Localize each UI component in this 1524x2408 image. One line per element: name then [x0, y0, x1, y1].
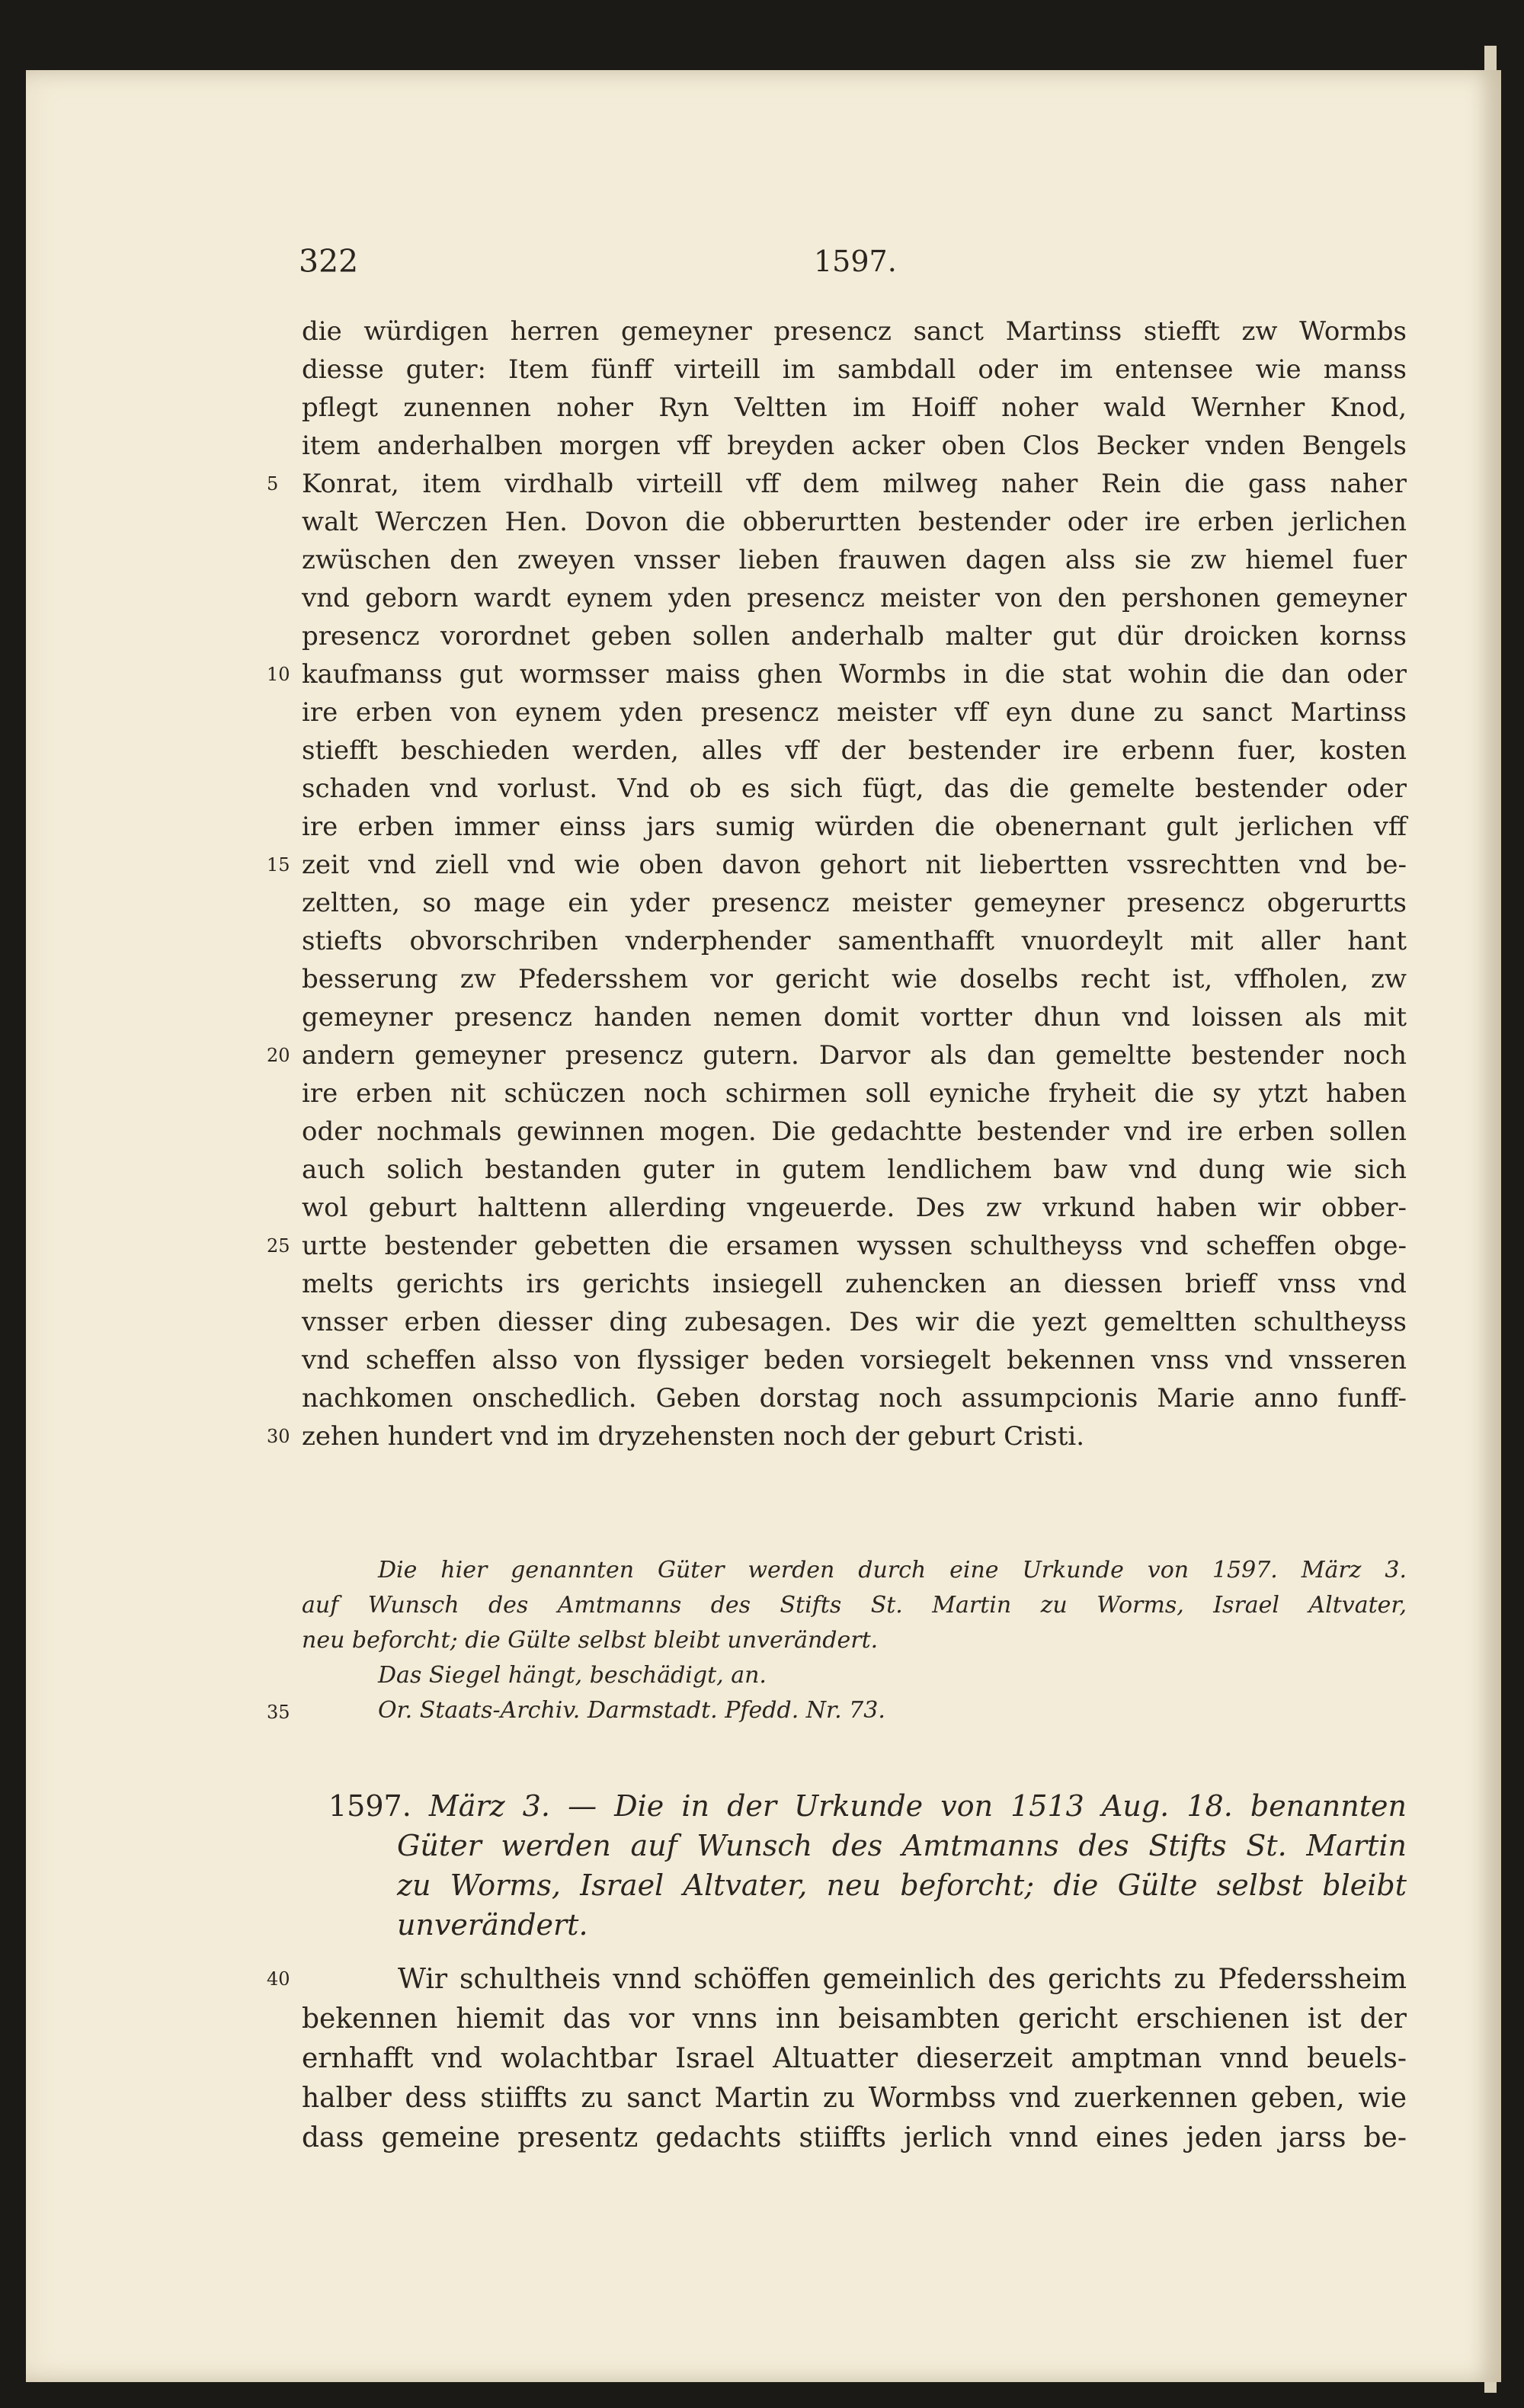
line-text: zeltten, so mage ein yder presencz meister gemeyner presencz obgerurtts: [302, 888, 1407, 918]
page-header: [26, 242, 1501, 280]
text-line: [302, 732, 1407, 770]
entry-heading-text: März 3. — Die in der Urkunde von 1513 Aug. 18. benannten: [428, 1789, 1407, 1823]
line-number: 10: [267, 664, 290, 685]
text-line: [302, 351, 1407, 389]
note-line: [267, 1693, 1407, 1728]
text-line: [267, 1417, 1407, 1455]
note-text: Die hier genannten Güter werden durch eine Urkunde von 1597. März 3.: [378, 1557, 1407, 1583]
text-line: [302, 1074, 1407, 1113]
text-line: [302, 2079, 1407, 2118]
text-line: [302, 2039, 1407, 2079]
text-line: [302, 808, 1407, 846]
note-line: [302, 1588, 1407, 1623]
line-text: oder nochmals gewinnen mogen. Die gedachtte bestender vnd ire erben sollen: [302, 1116, 1407, 1147]
line-text: stiefts obvorschriben vnderphender samenthafft vnuordeylt mit aller hant: [302, 926, 1407, 956]
text-line: [267, 1227, 1407, 1265]
entry-date: 1597.: [328, 1789, 411, 1823]
running-head: 1597.: [814, 245, 897, 278]
line-text: schaden vnd vorlust. Vnd ob es sich fügt, das die gemelte bestender oder: [302, 773, 1407, 804]
line-number: 25: [267, 1235, 290, 1257]
note-text: auf Wunsch des Amtmanns des Stifts St. Martin zu Worms, Israel Altvater,: [302, 1592, 1407, 1619]
entry-heading-line: [302, 1865, 1407, 1905]
text-line: [267, 1036, 1407, 1074]
text-line: [302, 2000, 1407, 2039]
text-line: [302, 922, 1407, 960]
line-text: vnd geborn wardt eynem yden presencz meister von den pershonen gemeyner: [302, 583, 1407, 613]
line-number: 5: [267, 473, 279, 495]
line-text: vnd scheffen alsso von flyssiger beden vorsiegelt bekennen vnss vnd vnsseren: [302, 1345, 1407, 1375]
note-text: neu beforcht; die Gülte selbst bleibt unverändert.: [302, 1627, 879, 1654]
text-line: [302, 503, 1407, 541]
line-text: gemeyner presencz handen nemen domit vortter dhun vnd loissen als mit: [302, 1002, 1407, 1033]
line-text: melts gerichts irs gerichts insiegell zuhencken an diessen brieff vnss vnd: [302, 1269, 1407, 1299]
line-text: zehen hundert vnd im dryzehensten noch der geburt Cristi.: [302, 1421, 1085, 1452]
line-text: Wir schultheis vnnd schöffen gemeinlich des gerichts zu Pfederssheim: [398, 1964, 1407, 1995]
text-line: [302, 541, 1407, 579]
text-line: [302, 1341, 1407, 1379]
book-page: [26, 70, 1501, 2382]
note-line: [302, 1623, 1407, 1658]
entry-heading-line: [302, 1905, 1407, 1945]
note-text: Or. Staats-Archiv. Darmstadt. Pfedd. Nr. 73.: [378, 1697, 885, 1724]
line-text: dass gemeine presentz gedachts stiiffts jerlich vnnd eines jeden jarss be-: [302, 2122, 1407, 2153]
line-text: bekennen hiemit das vor vnns inn beisambten gericht erschienen ist der: [302, 2003, 1407, 2035]
line-number: 40: [267, 1968, 290, 1990]
line-text: zeit vnd ziell vnd wie oben davon gehort nit liebertten vssrechtten vnd be-: [302, 850, 1407, 880]
text-line: [302, 1265, 1407, 1303]
line-text: halber dess stiiffts zu sanct Martin zu Wormbss vnd zuerkennen geben, wie: [302, 2083, 1407, 2114]
line-number: 30: [267, 1426, 290, 1447]
editorial-note: [267, 1553, 1407, 1728]
note-line: [302, 1658, 1407, 1693]
page-text: [26, 70, 1501, 2382]
entry-heading-line: [302, 1826, 1407, 1865]
line-number: 20: [267, 1045, 290, 1066]
text-line: [302, 884, 1407, 922]
line-text: ernhafft vnd wolachtbar Israel Altuatter dieserzeit amptman vnnd beuels-: [302, 2043, 1407, 2074]
line-text: auch solich bestanden guter in gutem lendlichem baw vnd dung wie sich: [302, 1154, 1407, 1185]
line-text: presencz vorordnet geben sollen anderhalb malter gut dür droicken kornss: [302, 621, 1407, 652]
entry-heading-line: [302, 1786, 1407, 1826]
note-line: [302, 1553, 1407, 1588]
text-line: [302, 1113, 1407, 1151]
text-line: [302, 1303, 1407, 1341]
line-text: die würdigen herren gemeyner presencz sanct Martinss stiefft zw Wormbs: [302, 316, 1407, 347]
text-line: [302, 427, 1407, 465]
entry-heading-text: Güter werden auf Wunsch des Amtmanns des Stifts St. Martin: [397, 1829, 1407, 1862]
line-number: 15: [267, 854, 290, 876]
entry-heading-text: unverändert.: [397, 1908, 588, 1942]
entry-heading-text: zu Worms, Israel Altvater, neu beforcht; die Gülte selbst bleibt: [397, 1868, 1407, 1902]
text-line: [302, 770, 1407, 808]
line-text: stiefft beschieden werden, alles vff der bestender ire erbenn fuer, kosten: [302, 735, 1407, 766]
line-text: diesse guter: Item fünff virteill im sambdall oder im entensee wie manss: [302, 354, 1407, 385]
text-line: [267, 1960, 1407, 2000]
line-text: wol geburt halttenn allerding vngeuerde. Des zw vrkund haben wir obber-: [302, 1193, 1407, 1223]
entry-body: [267, 1960, 1407, 2158]
entry-heading: [302, 1786, 1407, 1945]
text-line: [302, 998, 1407, 1036]
text-line: [302, 312, 1407, 351]
line-text: andern gemeyner presencz gutern. Darvor als dan gemeltte bestender noch: [302, 1040, 1407, 1071]
line-text: ire erben immer einss jars sumig würden die obenernant gult jerlichen vff: [302, 812, 1407, 842]
line-text: pflegt zunennen noher Ryn Veltten im Hoiff noher wald Wernher Knod,: [302, 392, 1407, 423]
text-line: [302, 617, 1407, 655]
text-line: [302, 1151, 1407, 1189]
text-line: [302, 1379, 1407, 1417]
page-number: 322: [299, 243, 359, 280]
text-line: [267, 655, 1407, 693]
line-text: ire erben von eynem yden presencz meister vff eyn dune zu sanct Martinss: [302, 697, 1407, 728]
line-text: item anderhalben morgen vff breyden acker oben Clos Becker vnden Bengels: [302, 431, 1407, 461]
text-line: [302, 389, 1407, 427]
line-text: Konrat, item virdhalb virteill vff dem milweg naher Rein die gass naher: [302, 469, 1407, 499]
line-text: nachkomen onschedlich. Geben dorstag noch assumpcionis Marie anno funff-: [302, 1383, 1407, 1414]
main-text: [267, 312, 1407, 1455]
line-text: vnsser erben diesser ding zubesagen. Des wir die yezt gemeltten schultheyss: [302, 1307, 1407, 1337]
line-text: besserung zw Pfedersshem vor gericht wie doselbs recht ist, vffholen, zw: [302, 964, 1407, 994]
text-line: [267, 846, 1407, 884]
text-line: [302, 1189, 1407, 1227]
text-line: [302, 579, 1407, 617]
line-text: kaufmanss gut wormsser maiss ghen Wormbs in die stat wohin die dan oder: [302, 659, 1407, 690]
line-text: ire erben nit schüczen noch schirmen soll eyniche fryheit die sy ytzt haben: [302, 1078, 1407, 1109]
text-line: [302, 2118, 1407, 2158]
text-line: [302, 960, 1407, 998]
text-line: [267, 465, 1407, 503]
line-number: 35: [267, 1702, 290, 1723]
line-text: urtte bestender gebetten die ersamen wyssen schultheyss vnd scheffen obge-: [302, 1231, 1407, 1261]
line-text: zwüschen den zweyen vnsser lieben frauwen dagen alss sie zw hiemel fuer: [302, 545, 1407, 575]
line-text: walt Werczen Hen. Dovon die obberurtten bestender oder ire erben jerlichen: [302, 507, 1407, 537]
text-line: [302, 693, 1407, 732]
note-text: Das Siegel hängt, beschädigt, an.: [378, 1662, 767, 1689]
